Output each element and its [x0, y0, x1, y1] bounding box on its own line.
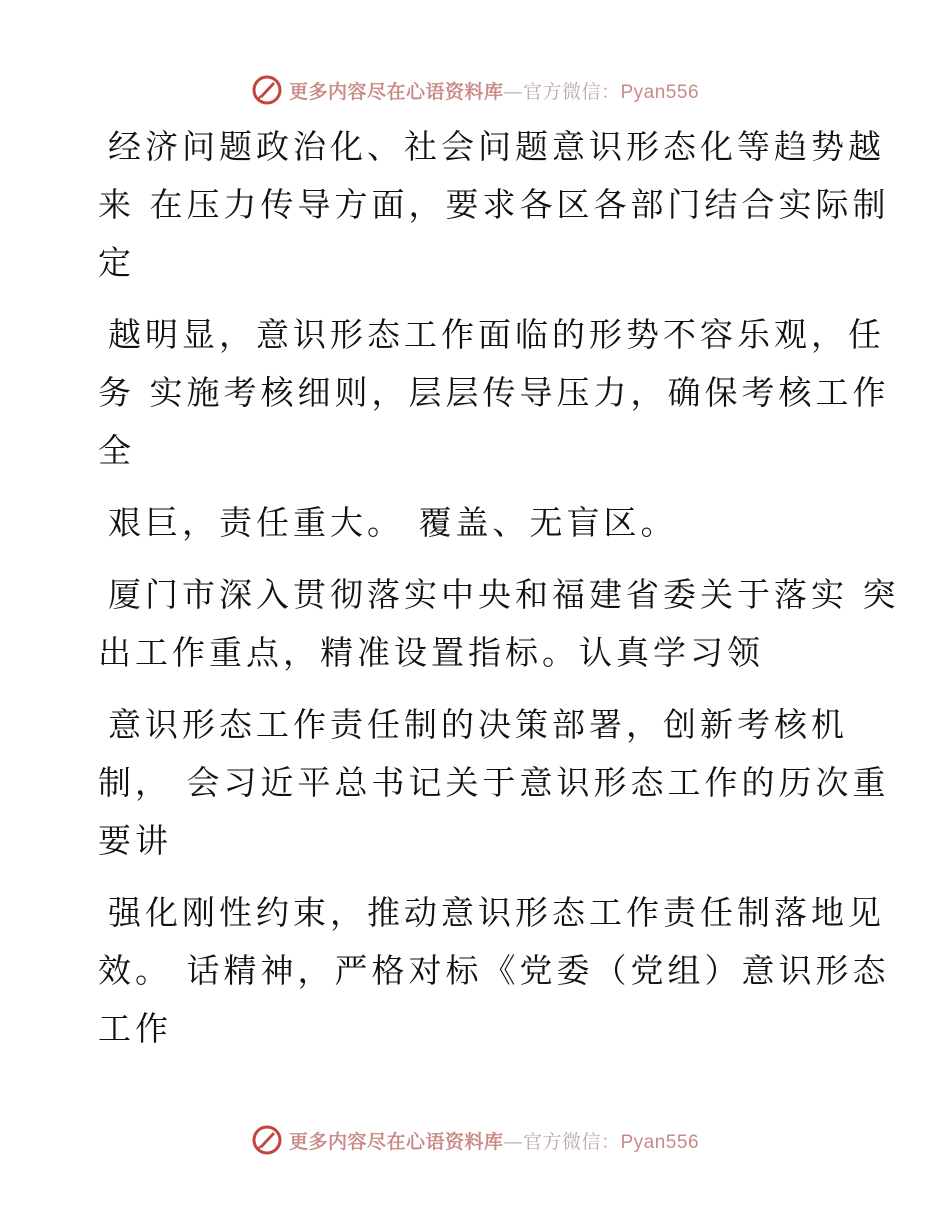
paragraph	[98, 884, 890, 1058]
document-body	[98, 118, 900, 1072]
quill-logo-icon	[251, 74, 283, 106]
text-line: 要讲	[98, 821, 172, 860]
footer-wechat-label: 官方微信：	[522, 1130, 621, 1153]
paragraph	[98, 306, 890, 480]
text-line: 务 实施考核细则，层层传导压力，确保考核工作	[98, 373, 890, 412]
text-line: 效。 话精神，严格对标《党委（党组）意识形态	[98, 951, 890, 990]
header-banner-text	[289, 77, 699, 104]
paragraph	[98, 566, 900, 682]
text-line: 定	[98, 243, 135, 282]
text-line: 经济问题政治化、社会问题意识形态化等趋势越	[108, 127, 885, 166]
footer-dash: —	[503, 1130, 523, 1153]
footer-banner-text	[289, 1127, 699, 1154]
text-line: 制， 会习近平总书记关于意识形态工作的历次重	[98, 763, 890, 802]
paragraph	[98, 494, 858, 552]
header-dash: —	[503, 80, 523, 103]
header-brand: 更多内容尽在心语资料库	[288, 80, 504, 103]
text-line: 意识形态工作责任制的决策部署，创新考核机	[108, 705, 848, 744]
header-banner	[0, 70, 950, 110]
text-line: 全	[98, 431, 135, 470]
text-line: 厦门市深入贯彻落实中央和福建省委关于落实 突	[108, 575, 900, 614]
text-line: 强化刚性约束，推动意识形态工作责任制落地见	[108, 893, 885, 932]
header-wechat-label: 官方微信：	[522, 80, 621, 103]
text-line: 来 在压力传导方面，要求各区各部门结合实际制	[98, 185, 890, 224]
paragraph	[98, 696, 890, 870]
quill-logo-icon	[251, 1124, 283, 1156]
text-line: 越明显，意识形态工作面临的形势不容乐观，任	[108, 315, 885, 354]
paragraph	[98, 118, 890, 292]
text-line: 工作	[98, 1009, 172, 1048]
footer-brand: 更多内容尽在心语资料库	[288, 1130, 504, 1153]
footer-banner	[0, 1120, 950, 1160]
header-wechat-id: Pyan556	[620, 81, 700, 103]
footer-wechat-id: Pyan556	[620, 1131, 700, 1153]
text-line: 出工作重点，精准设置指标。认真学习领	[98, 633, 764, 672]
text-line: 艰巨，责任重大。 覆盖、无盲区。	[108, 503, 678, 542]
